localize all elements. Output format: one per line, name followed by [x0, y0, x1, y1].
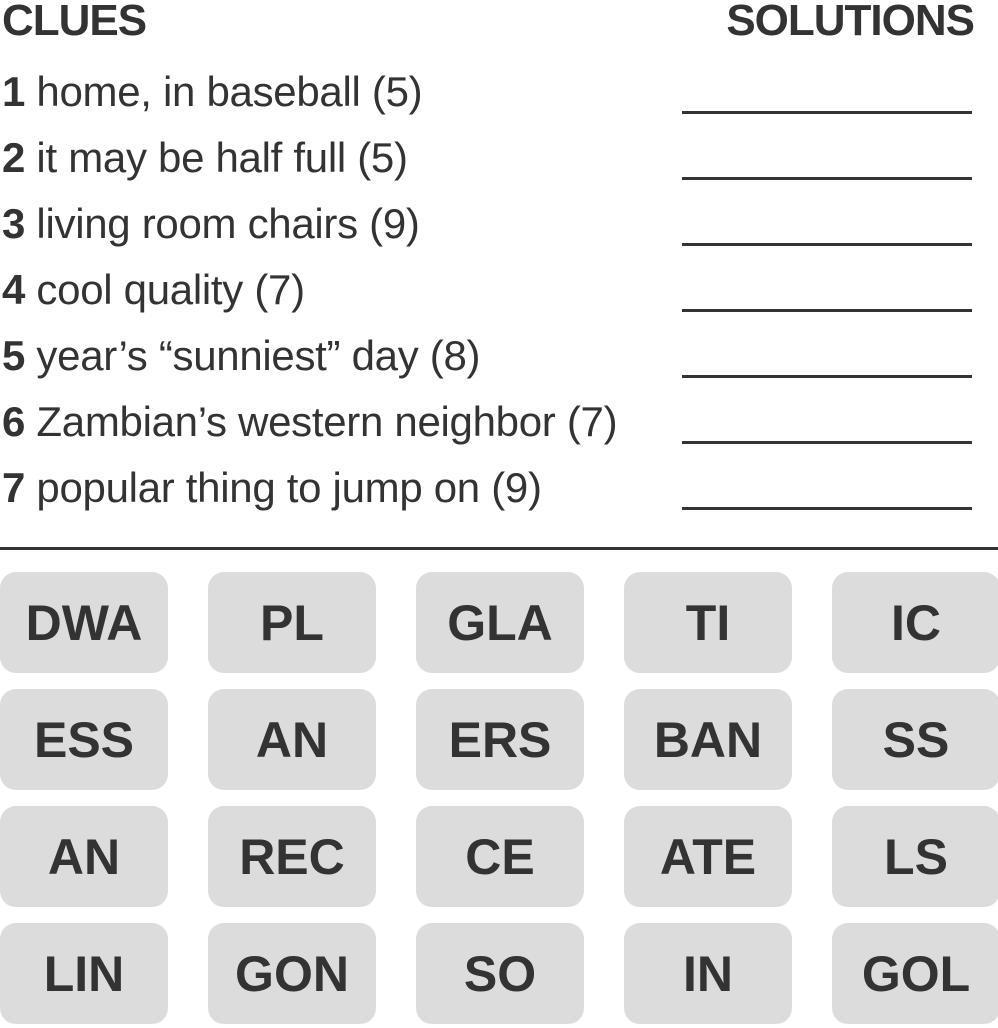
tile-grid: [0, 572, 998, 1024]
section-divider: [0, 547, 998, 550]
clue-description: cool quality (7): [25, 266, 305, 313]
clue-number: 5: [2, 332, 26, 379]
clue-text: [2, 134, 408, 182]
clue-row-4: [0, 266, 998, 332]
clue-description: home, in baseball (5): [25, 68, 423, 115]
solution-blank-2[interactable]: [682, 177, 972, 180]
clue-number: 2: [2, 134, 26, 181]
solution-blank-5[interactable]: [682, 375, 972, 378]
clues-heading: CLUES: [2, 0, 147, 45]
solution-blank-1[interactable]: [682, 111, 972, 114]
clue-text: [2, 332, 480, 380]
solution-blank-4[interactable]: [682, 309, 972, 312]
letter-tile[interactable]: GON: [208, 923, 376, 1024]
clue-description: it may be half full (5): [25, 134, 408, 181]
clue-number: 7: [2, 464, 26, 511]
clue-list: [0, 68, 998, 530]
letter-tile[interactable]: REC: [208, 806, 376, 907]
clue-row-7: [0, 464, 998, 530]
letter-tile[interactable]: PL: [208, 572, 376, 673]
letter-tile[interactable]: SO: [416, 923, 584, 1024]
puzzle-header: [0, 0, 998, 50]
clue-row-2: [0, 134, 998, 200]
letter-tile[interactable]: SS: [832, 689, 998, 790]
clue-description: year’s “sunniest” day (8): [25, 332, 481, 379]
clue-number: 1: [2, 68, 26, 115]
clue-row-3: [0, 200, 998, 266]
clue-text: [2, 200, 420, 248]
letter-tile[interactable]: AN: [208, 689, 376, 790]
letter-tile[interactable]: ATE: [624, 806, 792, 907]
solution-blank-6[interactable]: [682, 441, 972, 444]
letter-tile[interactable]: LS: [832, 806, 998, 907]
clue-description: living room chairs (9): [25, 200, 420, 247]
letter-tile[interactable]: ERS: [416, 689, 584, 790]
letter-tile[interactable]: TI: [624, 572, 792, 673]
clue-number: 3: [2, 200, 26, 247]
clue-number: 4: [2, 266, 26, 313]
solution-blank-3[interactable]: [682, 243, 972, 246]
letter-tile[interactable]: GLA: [416, 572, 584, 673]
solutions-heading: SOLUTIONS: [726, 0, 974, 45]
clue-description: Zambian’s western neighbor (7): [25, 398, 618, 445]
clue-number: 6: [2, 398, 26, 445]
letter-tile[interactable]: AN: [0, 806, 168, 907]
solution-blank-7[interactable]: [682, 507, 972, 510]
clue-text: [2, 398, 617, 446]
clue-description: popular thing to jump on (9): [25, 464, 542, 511]
letter-tile[interactable]: GOL: [832, 923, 998, 1024]
letter-tile[interactable]: IN: [624, 923, 792, 1024]
letter-tile[interactable]: ESS: [0, 689, 168, 790]
clue-row-5: [0, 332, 998, 398]
clue-text: [2, 68, 422, 116]
letter-tile[interactable]: BAN: [624, 689, 792, 790]
clue-row-6: [0, 398, 998, 464]
letter-tile[interactable]: DWA: [0, 572, 168, 673]
clue-row-1: [0, 68, 998, 134]
letter-tile[interactable]: LIN: [0, 923, 168, 1024]
clue-text: [2, 266, 305, 314]
clue-text: [2, 464, 542, 512]
letter-tile[interactable]: IC: [832, 572, 998, 673]
letter-tile[interactable]: CE: [416, 806, 584, 907]
